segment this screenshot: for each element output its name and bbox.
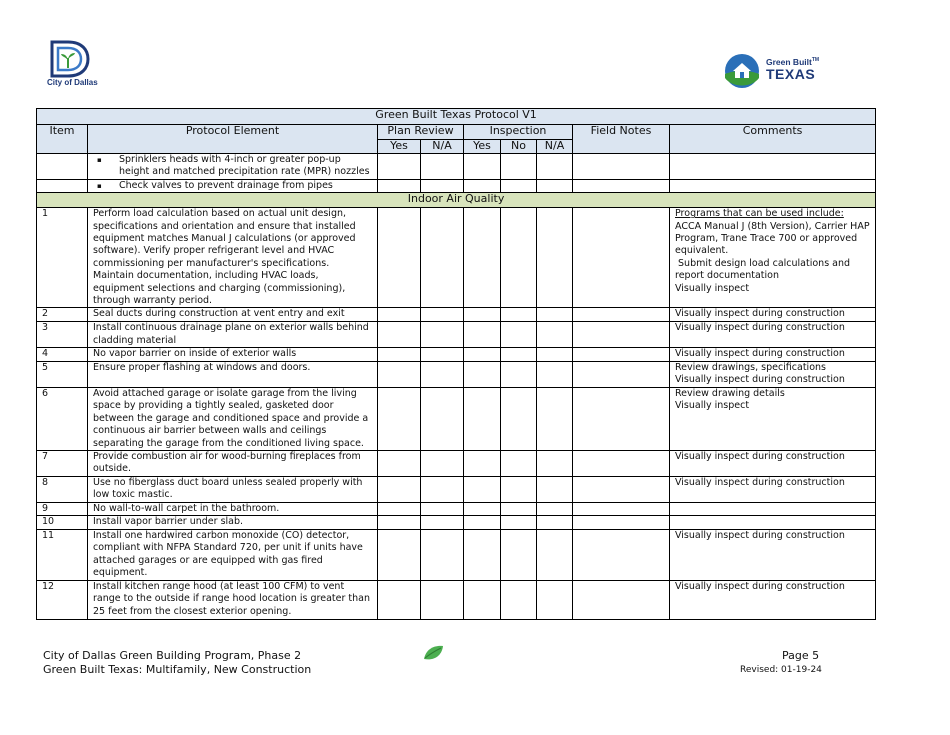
check-cell[interactable]: [378, 322, 421, 348]
comments-cell: [670, 322, 876, 348]
footer-program: City of Dallas Green Building Program, Phase 2: [43, 649, 302, 662]
field-notes-cell[interactable]: [573, 450, 670, 476]
protocol-element: Install kitchen range hood (at least 100 CFM) to vent range to the outside if range hood location is greater than 25 feet from the closest exterior opening.: [88, 580, 378, 619]
check-cell[interactable]: [378, 450, 421, 476]
check-cell[interactable]: [501, 516, 537, 529]
item-number: 8: [37, 476, 88, 502]
check-cell[interactable]: [378, 387, 421, 450]
check-cell[interactable]: [421, 516, 464, 529]
gbt-logo-line2: TEXAS: [766, 66, 816, 82]
check-cell[interactable]: [501, 580, 537, 619]
protocol-element: Ensure proper flashing at windows and doors.: [88, 361, 378, 387]
check-cell[interactable]: [537, 322, 573, 348]
table-row: [37, 529, 876, 580]
check-cell[interactable]: [537, 348, 573, 361]
comment-line: Visually inspect during construction: [675, 374, 845, 386]
comments-cell: [670, 361, 876, 387]
bullet-marker: ▪: [97, 181, 102, 190]
check-cell[interactable]: [537, 502, 573, 515]
check-cell[interactable]: [378, 529, 421, 580]
check-cell[interactable]: [537, 387, 573, 450]
check-cell[interactable]: [378, 308, 421, 322]
check-cell[interactable]: [537, 179, 573, 192]
protocol-table: [36, 108, 876, 620]
check-cell[interactable]: [378, 476, 421, 502]
protocol-element: Install continuous drainage plane on exterior walls behind cladding material: [88, 322, 378, 348]
bullet-item: [88, 154, 378, 180]
protocol-element: No vapor barrier on inside of exterior walls: [88, 348, 378, 361]
field-notes-cell[interactable]: [573, 580, 670, 619]
footer-subtitle: Green Built Texas: Multifamily, New Construction: [43, 663, 312, 676]
field-notes-cell[interactable]: [573, 322, 670, 348]
check-cell[interactable]: [421, 502, 464, 515]
comment-line: Visually inspect during construction: [675, 322, 845, 334]
check-cell[interactable]: [421, 348, 464, 361]
protocol-element: Perform load calculation based on actual unit design, specifications and orientation and ensure that installed equipment matches Manual J calculations (or approved software). Verify proper refrigerant level and HVAC commissioning per manufacturer's specifications. Maintain documentation, including HVAC loads, equipment selections and charging (commissioning), through warranty period.: [88, 208, 378, 308]
comments-cell: [670, 208, 876, 308]
check-cell[interactable]: [537, 580, 573, 619]
col-insp-na: N/A: [537, 140, 573, 154]
check-cell[interactable]: [501, 179, 537, 192]
check-cell[interactable]: [501, 361, 537, 387]
green-built-house-icon: [724, 52, 764, 90]
check-cell[interactable]: [464, 308, 501, 322]
field-notes-cell[interactable]: [573, 476, 670, 502]
comment-line: Visually inspect: [675, 282, 750, 294]
table-title: Green Built Texas Protocol V1: [37, 109, 876, 125]
check-cell[interactable]: [537, 516, 573, 529]
check-cell[interactable]: [464, 529, 501, 580]
item-number: 6: [37, 387, 88, 450]
check-cell[interactable]: [501, 308, 537, 322]
check-cell[interactable]: [421, 322, 464, 348]
table-row: [37, 322, 876, 348]
check-cell[interactable]: [537, 476, 573, 502]
check-cell[interactable]: [378, 208, 421, 308]
field-notes-cell[interactable]: [573, 361, 670, 387]
check-cell[interactable]: [501, 476, 537, 502]
bullet-text: Check valves to prevent drainage from pipes: [119, 179, 333, 191]
check-cell[interactable]: [501, 154, 537, 180]
table-row: [37, 580, 876, 619]
field-notes-cell[interactable]: [573, 529, 670, 580]
comments-cell: [670, 502, 876, 515]
protocol-element: Seal ducts during construction at vent entry and exit: [88, 308, 378, 322]
item-number: 7: [37, 450, 88, 476]
protocol-element: Provide combustion air for wood-burning fireplaces from outside.: [88, 450, 378, 476]
col-insp-yes: Yes: [464, 140, 501, 154]
check-cell[interactable]: [378, 154, 421, 180]
check-cell[interactable]: [378, 361, 421, 387]
field-notes-cell[interactable]: [573, 387, 670, 450]
footer-page: Page 5: [782, 649, 820, 662]
comments-cell: [670, 308, 876, 322]
item-number: 1: [37, 208, 88, 308]
item-number: 2: [37, 308, 88, 322]
check-cell[interactable]: [464, 322, 501, 348]
check-cell[interactable]: [537, 529, 573, 580]
comments-cell: [670, 450, 876, 476]
comment-line: Review drawings, specifications: [675, 361, 826, 373]
check-cell[interactable]: [501, 450, 537, 476]
check-cell[interactable]: [421, 361, 464, 387]
check-cell[interactable]: [537, 361, 573, 387]
check-cell[interactable]: [378, 580, 421, 619]
check-cell[interactable]: [464, 502, 501, 515]
protocol-element: No wall-to-wall carpet in the bathroom.: [88, 502, 378, 515]
table-row: [37, 348, 876, 361]
gbt-logo-line1: Green Built™: [766, 57, 820, 67]
bullet-text: Sprinklers heads with 4-inch or greater pop-up height and matched precipitation rate (MPR) nozzles: [119, 154, 370, 178]
check-cell[interactable]: [464, 348, 501, 361]
col-comments-header: Comments: [670, 125, 876, 154]
check-cell[interactable]: [464, 208, 501, 308]
check-cell[interactable]: [464, 476, 501, 502]
bullet-marker: ▪: [97, 156, 102, 164]
field-notes-cell[interactable]: [573, 516, 670, 529]
item-number: 4: [37, 348, 88, 361]
check-cell[interactable]: [421, 154, 464, 180]
col-plan-review-header: Plan Review: [378, 125, 464, 140]
field-notes-cell[interactable]: [573, 179, 670, 192]
table-row: [37, 450, 876, 476]
table-row: [37, 516, 876, 529]
table-row: [37, 476, 876, 502]
comment-line: Visually inspect during construction: [675, 529, 845, 541]
col-element-header: Protocol Element: [88, 125, 378, 154]
comment-line: Visually inspect during construction: [675, 450, 845, 462]
field-notes-cell[interactable]: [573, 502, 670, 515]
check-cell[interactable]: [537, 208, 573, 308]
check-cell[interactable]: [501, 502, 537, 515]
protocol-element: Install one hardwired carbon monoxide (CO) detector, compliant with NFPA Standard 720, per unit if units have attached garages or are equipped with gas fired equipment.: [88, 529, 378, 580]
check-cell[interactable]: [537, 450, 573, 476]
check-cell[interactable]: [421, 308, 464, 322]
green-built-texas-logo: [724, 52, 820, 90]
comment-line: Visually inspect during construction: [675, 476, 845, 488]
item-number: 11: [37, 529, 88, 580]
table-row: [37, 154, 876, 180]
check-cell[interactable]: [421, 529, 464, 580]
comments-cell: [670, 516, 876, 529]
comments-cell: [670, 529, 876, 580]
footer-revised: Revised: 01-19-24: [740, 665, 822, 675]
check-cell[interactable]: [421, 387, 464, 450]
comment-line: Visually inspect during construction: [675, 348, 845, 360]
field-notes-cell[interactable]: [573, 154, 670, 180]
comment-line: Visually inspect: [675, 400, 750, 412]
check-cell[interactable]: [464, 516, 501, 529]
dallas-d-icon: [46, 40, 96, 78]
item-number: 3: [37, 322, 88, 348]
comments-cell: [670, 348, 876, 361]
comment-line: ACCA Manual J (8th Version), Carrier HAP Program, Trane Trace 700 or approved equivalent.: [675, 220, 870, 257]
table-row: [37, 387, 876, 450]
field-notes-cell[interactable]: [573, 308, 670, 322]
check-cell[interactable]: [464, 179, 501, 192]
table-row: [37, 208, 876, 308]
check-cell[interactable]: [421, 476, 464, 502]
table-row: [37, 308, 876, 322]
col-insp-no: No: [501, 140, 537, 154]
item-number: 12: [37, 580, 88, 619]
table-row: [37, 361, 876, 387]
check-cell[interactable]: [464, 387, 501, 450]
protocol-element: Install vapor barrier under slab.: [88, 516, 378, 529]
comment-line: Review drawing details: [675, 387, 785, 399]
protocol-element: Use no fiberglass duct board unless sealed properly with low toxic mastic.: [88, 476, 378, 502]
check-cell[interactable]: [501, 208, 537, 308]
check-cell[interactable]: [501, 387, 537, 450]
check-cell[interactable]: [501, 529, 537, 580]
dallas-logo-caption: City of Dallas: [47, 78, 98, 87]
check-cell[interactable]: [464, 580, 501, 619]
check-cell[interactable]: [501, 322, 537, 348]
check-cell[interactable]: [537, 154, 573, 180]
item-number: 5: [37, 361, 88, 387]
check-cell[interactable]: [378, 179, 421, 192]
check-cell[interactable]: [378, 348, 421, 361]
check-cell[interactable]: [378, 516, 421, 529]
col-item-header: Item: [37, 125, 88, 154]
check-cell[interactable]: [464, 450, 501, 476]
comment-heading: Programs that can be used include:: [675, 208, 844, 220]
bullet-item: [88, 179, 378, 192]
check-cell[interactable]: [421, 208, 464, 308]
check-cell[interactable]: [464, 361, 501, 387]
protocol-element: Avoid attached garage or isolate garage from the living space by providing a tightly sealed, gasketed door between the garage and conditioned space and provide a continuous air barrier between walls and ceilings separating the garage from the conditioned living space.: [88, 387, 378, 450]
check-cell[interactable]: [421, 580, 464, 619]
item-number: 10: [37, 516, 88, 529]
col-plan-yes: Yes: [378, 140, 421, 154]
table-row: [37, 502, 876, 515]
comment-line: Submit design load calculations and report documentation: [675, 257, 854, 282]
check-cell[interactable]: [501, 348, 537, 361]
leaf-icon: [422, 644, 444, 662]
col-plan-na: N/A: [421, 140, 464, 154]
col-field-notes-header: Field Notes: [573, 125, 670, 154]
item-number: 9: [37, 502, 88, 515]
check-cell[interactable]: [537, 308, 573, 322]
section-title: Indoor Air Quality: [37, 193, 876, 208]
comment-line: Visually inspect during construction: [675, 580, 845, 592]
check-cell[interactable]: [464, 154, 501, 180]
comment-line: Visually inspect during construction: [675, 308, 845, 320]
check-cell[interactable]: [378, 502, 421, 515]
comments-cell: [670, 387, 876, 450]
check-cell[interactable]: [421, 450, 464, 476]
field-notes-cell[interactable]: [573, 348, 670, 361]
col-inspection-header: Inspection: [464, 125, 573, 140]
city-of-dallas-logo: [46, 40, 96, 88]
comments-cell: [670, 580, 876, 619]
comments-cell: [670, 476, 876, 502]
table-row: [37, 179, 876, 192]
check-cell[interactable]: [421, 179, 464, 192]
field-notes-cell[interactable]: [573, 208, 670, 308]
